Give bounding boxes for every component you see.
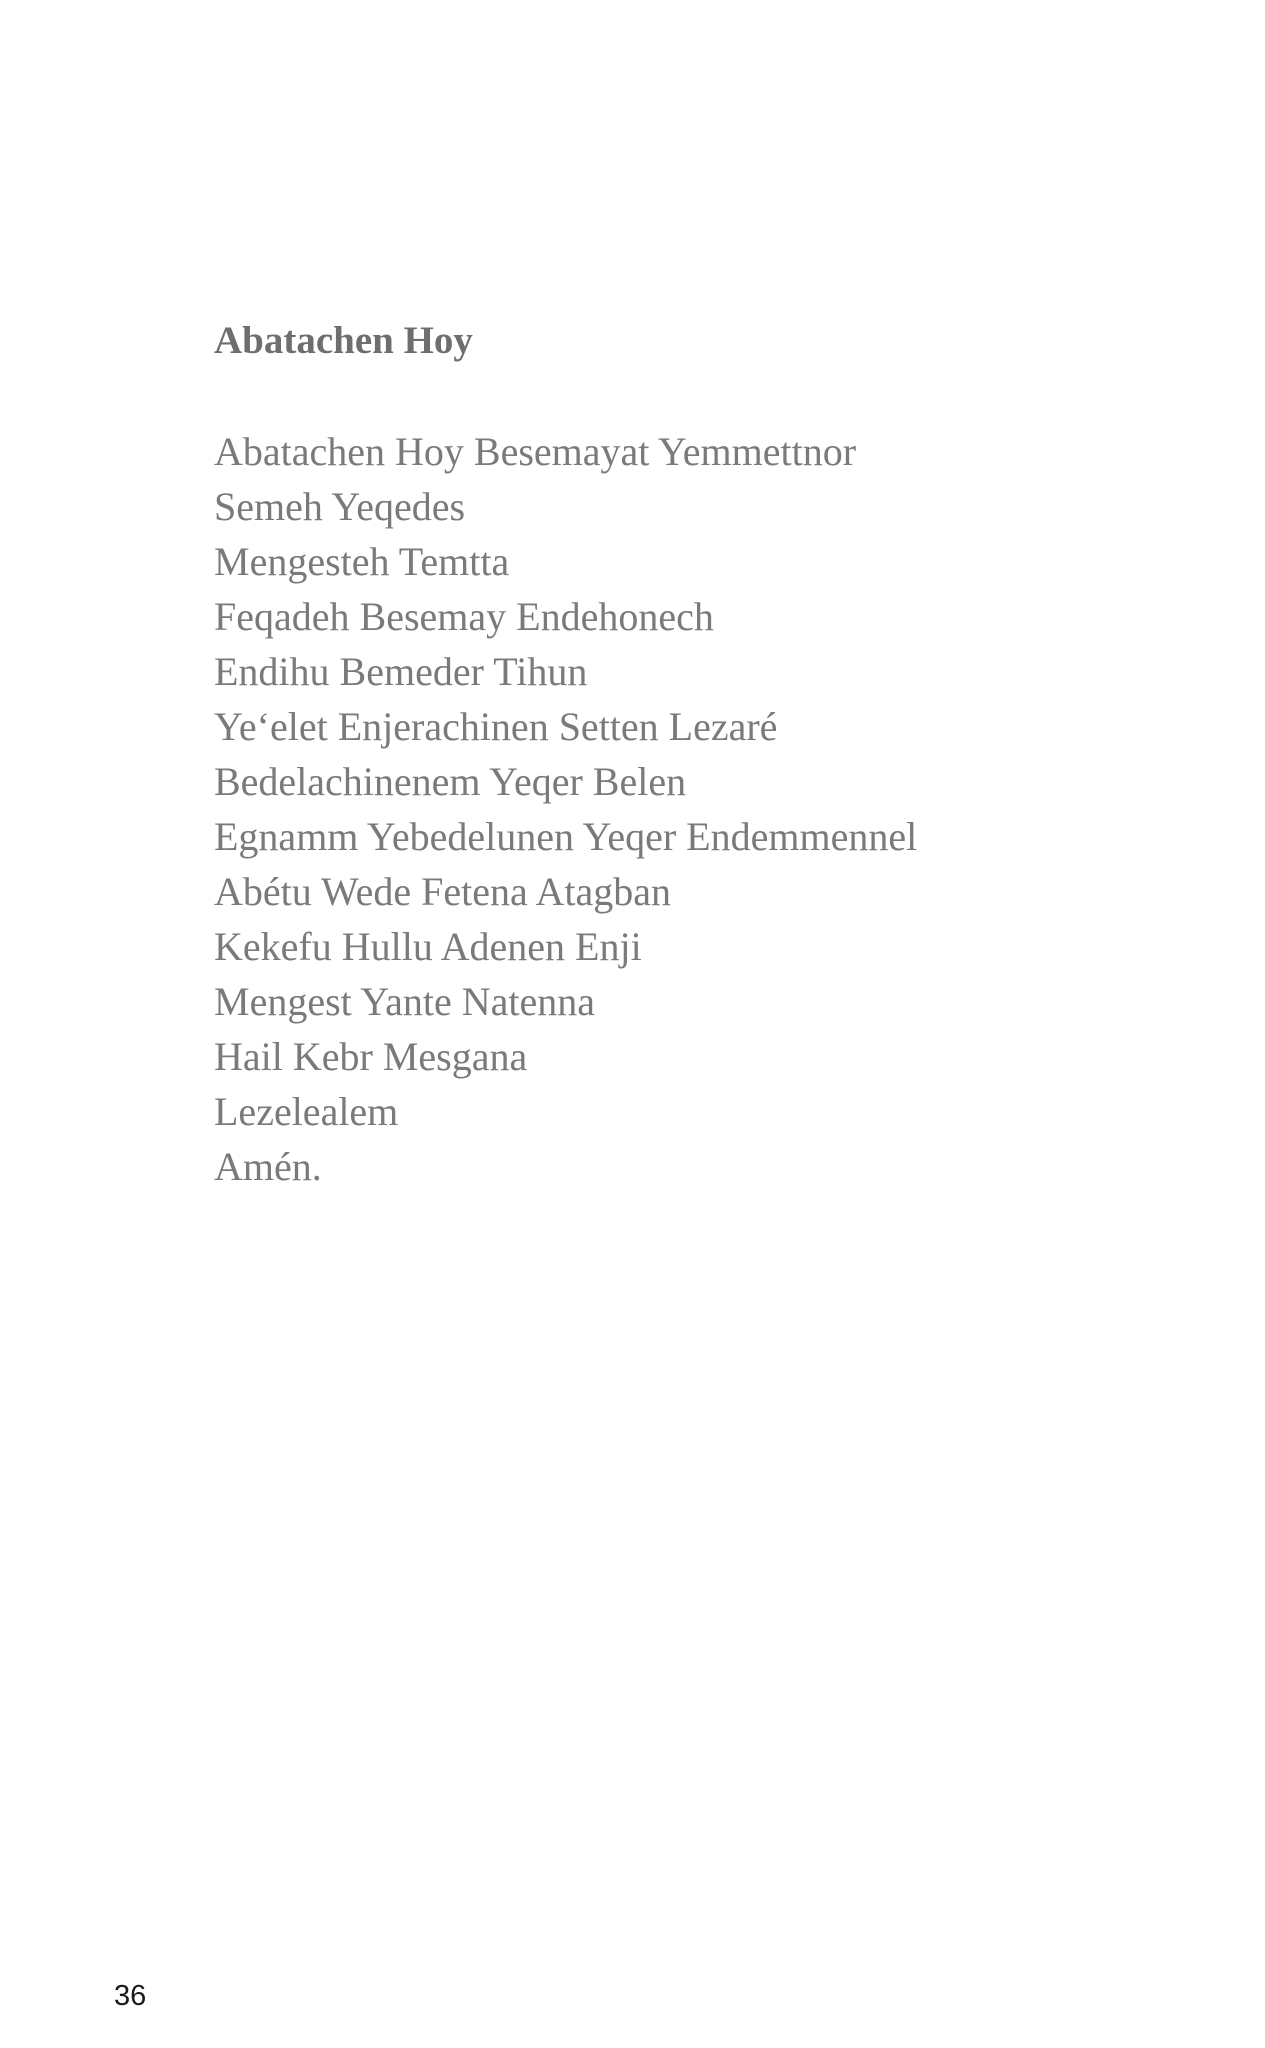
page-number: 36 <box>114 1980 147 2012</box>
prayer-line: Mengest Yante Natenna <box>214 979 596 1024</box>
prayer-line: Mengesteh Temtta <box>214 539 510 584</box>
prayer-line: Abatachen Hoy Besemayat Yemmettnor <box>214 429 857 474</box>
prayer-line: Kekefu Hullu Adenen Enji <box>214 924 642 969</box>
prayer-line: Amén. <box>214 1144 322 1189</box>
prayer-line: Endihu Bemeder Tihun <box>214 649 588 694</box>
prayer-line: Abétu Wede Fetena Atagban <box>214 869 672 914</box>
prayer-title: Abatachen Hoy <box>214 319 473 362</box>
prayer-line: Bedelachinenem Yeqer Belen <box>214 759 687 804</box>
prayer-line: Semeh Yeqedes <box>214 484 466 529</box>
prayer-text <box>214 424 917 1194</box>
prayer-line: Feqadeh Besemay Endehonech <box>214 594 714 639</box>
prayer-line: Egnamm Yebedelunen Yeqer Endemmennel <box>214 814 918 859</box>
prayer-line: Ye‘elet Enjerachinen Setten Lezaré <box>214 704 778 749</box>
prayer-line: Hail Kebr Mesgana <box>214 1034 528 1079</box>
prayer-line: Lezelealem <box>214 1089 399 1134</box>
